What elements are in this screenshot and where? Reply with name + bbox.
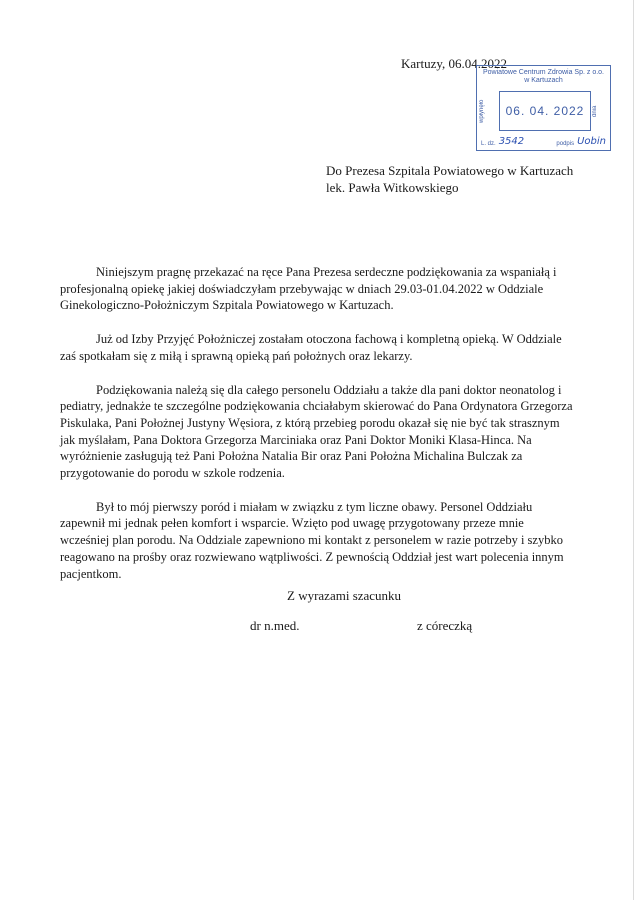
stamp-organization-line2: w Kartuzach	[524, 77, 563, 84]
scan-edge-line	[633, 0, 634, 900]
signature-title: dr n.med.	[250, 618, 300, 633]
paragraph-4: Był to mój pierwszy poród i miałam w związku z tym liczne obawy. Personel Oddziału zapewnił mi jednak pełen komfort i wsparcie. Wzięto pod uwagę przygotowany przeze mnie wcześniej plan porodu. Na Oddziale zapewniono mi kontakt z personelem w razie potrzeby i szybko reagowano na prośby oraz rozwiewano wątpliwości. Z pewnością Oddział jest wart polecenia innym pacjentkom.	[60, 499, 564, 581]
paragraph-1: Niniejszym pragnę przekazać na ręce Pana Prezesa serdeczne podziękowania za wspaniałą i profesjonalną opiekę jakiej doświadczyłam przebywając w dniach 29.03-01.04.2022 w Oddziale Ginekologiczno-Położniczym Szpitala Powiatowego w Kartuzach.	[60, 265, 557, 313]
closing-greeting: Z wyrazami szacunku	[287, 588, 402, 603]
addressee-line1: Do Prezesa Szpitala Powiatowego w Kartuzach	[326, 163, 574, 178]
stamp-organization	[477, 69, 610, 85]
place-and-date: Kartuzy, 06.04.2022	[401, 56, 508, 71]
stamp-footer	[481, 136, 606, 147]
stamp-signature-label: podpis	[556, 141, 575, 147]
paragraph-3: Podziękowania należą się dla całego personelu Oddziału a także dla pani doktor neonatolog i pediatry, jednakże te szczególne podziękowania chciałabym skierować do Pana Ordynatora Grzegorza Piskulaka, Pani Położnej Justyny Węsiora, z którą przebieg porodu okazał się nie być tak strasznym jak myślałam, Pana Doktora Grzegorza Marciniaka oraz Pani Doktor Moniki Klasa-Hinca. Na wyróżnienie zasługują też Pani Położna Natalia Bir oraz Pani Położna Michalina Bulczak za przygotowanie do porodu w szkole rodzenia.	[60, 382, 573, 481]
registry-stamp	[476, 65, 611, 151]
stamp-number-value: 3542	[498, 136, 525, 147]
paragraph-2: Już od Izby Przyjęć Położniczej zostałam otoczona fachową i kompletną opieką. W Oddziale zaś spotkałam się z miłą i sprawną opieką pań położnych oraz lekarzy.	[60, 332, 562, 363]
stamp-organization-line1: Powiatowe Centrum Zdrowia Sp. z o.o.	[483, 69, 604, 76]
signature-note: z córeczką	[417, 618, 473, 633]
stamp-received-label: wpłynęło	[479, 99, 485, 123]
stamp-signature: Uobin	[577, 136, 606, 147]
stamp-number-label: L. dz.	[481, 141, 496, 147]
addressee-line2: lek. Pawła Witkowskiego	[326, 180, 459, 195]
stamp-day-label: dnia	[592, 105, 598, 117]
stamp-date-box	[499, 91, 591, 131]
letter-body	[60, 264, 574, 599]
addressee-block	[326, 162, 573, 196]
stamp-date: 06. 04. 2022	[505, 104, 585, 118]
